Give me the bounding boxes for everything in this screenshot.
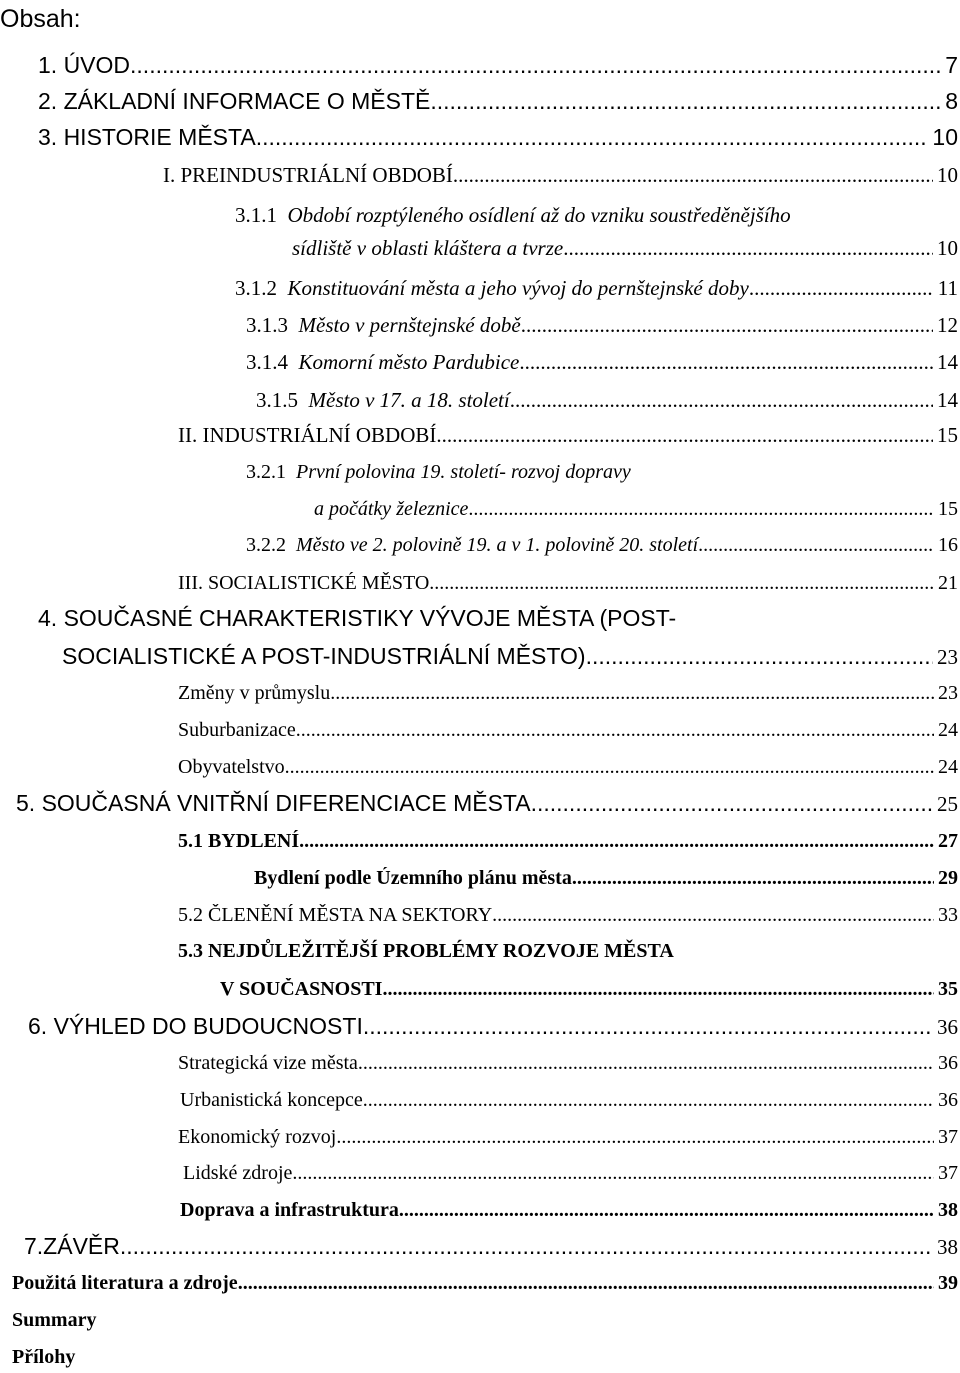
- toc-leader-dots: [436, 423, 933, 447]
- toc-leader-dots: [330, 682, 934, 705]
- toc-page-number: 15: [937, 423, 958, 447]
- toc-entry-text: Použitá literatura a zdroje: [12, 1272, 238, 1294]
- toc-page-number: 36: [938, 1052, 958, 1074]
- toc-page-number: 25: [937, 792, 958, 817]
- toc-leader-dots: [336, 1126, 934, 1149]
- toc-leader-dots: [296, 719, 934, 742]
- toc-leader-dots: [382, 978, 934, 1001]
- toc-entry-summary[interactable]: Summary: [12, 1309, 97, 1331]
- toc-entry-uvod[interactable]: [38, 52, 958, 78]
- toc-entry-5-1[interactable]: [178, 830, 958, 853]
- toc-leader-dots: [749, 276, 934, 300]
- toc-leader-dots: [399, 1199, 934, 1222]
- toc-entry-number: 3.1.4: [246, 350, 288, 374]
- toc-page-number: 21: [938, 572, 958, 594]
- toc-leader-dots: [586, 643, 933, 669]
- toc-entry-5-2[interactable]: [178, 904, 958, 927]
- toc-leader-dots: [468, 498, 934, 521]
- toc-page-number: 16: [938, 534, 958, 556]
- toc-leader-dots: [430, 88, 941, 114]
- toc-page-number: 23: [937, 645, 958, 670]
- toc-entry-7-zaver[interactable]: [24, 1233, 958, 1259]
- toc-entry-industrialni[interactable]: [178, 423, 958, 447]
- toc-entry-text: II. INDUSTRIÁLNÍ OBDOBÍ: [178, 423, 437, 447]
- toc-leader-dots: [453, 163, 933, 187]
- toc-leader-dots: [120, 1233, 933, 1259]
- toc-entry-3-1-1-line1: [235, 203, 791, 227]
- toc-leader-dots: [492, 904, 934, 927]
- toc-leader-dots: [285, 756, 934, 779]
- toc-entry-number: 3.1.1: [235, 203, 277, 227]
- toc-entry-number: 3.2.1: [246, 461, 286, 483]
- toc-page-number: 39: [938, 1272, 958, 1294]
- toc-entry-5[interactable]: [16, 790, 958, 816]
- toc-entry-text: 7.ZÁVĚR: [24, 1233, 120, 1259]
- toc-leader-dots: [363, 1089, 934, 1112]
- toc-leader-dots: [256, 124, 929, 150]
- toc-entry-zakladni-informace[interactable]: [38, 88, 958, 114]
- toc-page-number: 14: [937, 350, 958, 374]
- toc-leader-dots: [563, 236, 933, 260]
- toc-leader-dots: [698, 534, 934, 557]
- toc-entry-doprava-infrastruktura[interactable]: [180, 1199, 958, 1222]
- toc-entry-number: 3.1.3: [246, 313, 288, 337]
- toc-entry-5-3[interactable]: [220, 978, 958, 1001]
- toc-entry-number: 3.1.2: [235, 276, 277, 300]
- toc-entry-4[interactable]: [62, 643, 958, 669]
- toc-entry-text: Obyvatelstvo: [178, 756, 285, 778]
- toc-entry-text: Urbanistická koncepce: [180, 1089, 363, 1111]
- toc-page-number: 11: [937, 276, 958, 300]
- toc-entry-bydleni-uzemni-plan[interactable]: [254, 867, 958, 890]
- toc-entry-text: 2. ZÁKLADNÍ INFORMACE O MĚSTĚ: [38, 88, 431, 114]
- toc-leader-dots: [519, 350, 933, 374]
- toc-entry-text: I. PREINDUSTRIÁLNÍ OBDOBÍ: [163, 163, 453, 187]
- toc-entry-5-3-line1: 5.3 NEJDŮLEŽITĚJŠÍ PROBLÉMY ROZVOJE MĚSTA: [178, 940, 674, 962]
- toc-entry-number: 3.1.5: [256, 388, 298, 412]
- toc-entry-4-line1: 4. SOUČASNÉ CHARAKTERISTIKY VÝVOJE MĚSTA (POST-: [38, 605, 677, 631]
- toc-page-number: 10: [932, 124, 958, 150]
- toc-page-number: 24: [938, 719, 958, 741]
- toc-entry-3-2-1[interactable]: [314, 498, 958, 521]
- toc-leader-dots: [299, 830, 934, 853]
- toc-leader-dots: [521, 313, 933, 337]
- toc-entry-text: 5.1 BYDLENÍ: [178, 830, 300, 852]
- toc-entry-historie[interactable]: [38, 124, 958, 150]
- toc-entry-text: Město ve 2. polovině 19. a v 1. polovině 20. století: [296, 534, 699, 556]
- toc-entry-preindustrialni[interactable]: [163, 163, 958, 187]
- toc-leader-dots: [292, 1162, 934, 1185]
- toc-page-number: 38: [938, 1199, 958, 1221]
- toc-leader-dots: [510, 388, 933, 412]
- toc-entry-text: Suburbanizace: [178, 719, 296, 741]
- toc-leader-dots: [363, 1013, 933, 1039]
- toc-entry-3-2-2[interactable]: [246, 534, 958, 557]
- toc-page-number: 10: [937, 236, 958, 260]
- toc-entry-text: a počátky železnice: [314, 498, 469, 520]
- toc-entry-suburbanizace[interactable]: [178, 719, 958, 742]
- toc-leader-dots: [130, 52, 941, 78]
- toc-entry-text: III. SOCIALISTICKÉ MĚSTO: [178, 572, 430, 594]
- toc-entry-text: 5. SOUČASNÁ VNITŘNÍ DIFERENCIACE MĚSTA: [16, 790, 531, 816]
- toc-entry-text: Konstituování města a jeho vývoj do pernštejnské doby: [287, 276, 749, 300]
- toc-entry-text: Lidské zdroje: [183, 1162, 293, 1184]
- toc-entry-text: Doprava a infrastruktura: [180, 1199, 399, 1221]
- toc-page-number: 27: [938, 830, 958, 852]
- toc-page-number: 38: [937, 1235, 958, 1260]
- toc-page-number: 12: [937, 313, 958, 337]
- toc-page-number: 24: [938, 756, 958, 778]
- toc-entry-text: 1. ÚVOD: [38, 52, 131, 78]
- toc-page-number: 37: [938, 1126, 958, 1148]
- toc-entry-lidske-zdroje[interactable]: [183, 1162, 958, 1185]
- toc-entry-3-1-5[interactable]: [256, 388, 958, 412]
- toc-page-number: 36: [938, 1089, 958, 1111]
- toc-page-number: 15: [938, 498, 958, 520]
- toc-entry-text: Ekonomický rozvoj: [178, 1126, 337, 1148]
- toc-entry-strategicka-vize[interactable]: [178, 1052, 958, 1075]
- toc-entry-text: V SOUČASNOSTI: [220, 978, 383, 1000]
- toc-page-number: 23: [938, 682, 958, 704]
- toc-entry-obyvatelstvo[interactable]: [178, 756, 958, 779]
- toc-entry-text: Změny v průmyslu: [178, 682, 331, 704]
- toc-page-number: 37: [938, 1162, 958, 1184]
- toc-entry-text: Město v 17. a 18. století: [308, 388, 510, 412]
- toc-page-number: 8: [945, 88, 958, 114]
- toc-entry-urbanisticka-koncepce[interactable]: [180, 1089, 958, 1112]
- toc-entry-3-1-1[interactable]: [292, 236, 958, 260]
- toc-page-number: 7: [945, 52, 958, 78]
- toc-leader-dots: [572, 867, 934, 890]
- toc-entry-text: 3. HISTORIE MĚSTA: [38, 124, 256, 150]
- toc-leader-dots: [358, 1052, 934, 1075]
- toc-entry-text: 5.2 ČLENĚNÍ MĚSTA NA SEKTORY: [178, 904, 493, 926]
- toc-entry-pouzita-literatura[interactable]: [12, 1272, 958, 1295]
- toc-heading: Obsah:: [0, 5, 81, 33]
- toc-leader-dots: [531, 790, 933, 816]
- toc-entry-text: sídliště v oblasti kláštera a tvrze: [292, 236, 564, 260]
- toc-entry-prilohy[interactable]: Přílohy: [12, 1346, 76, 1368]
- toc-entry-text: První polovina 19. století- rozvoj dopravy: [296, 461, 631, 483]
- toc-page-number: 10: [937, 163, 958, 187]
- toc-entry-3-1-2[interactable]: [235, 276, 958, 300]
- toc-entry-text: Strategická vize města: [178, 1052, 358, 1074]
- toc-entry-ekonomicky-rozvoj[interactable]: [178, 1126, 958, 1149]
- toc-entry-text: Město v pernštejnské době: [298, 313, 521, 337]
- toc-page-number: 14: [937, 388, 958, 412]
- toc-entry-number: 3.2.2: [246, 534, 286, 556]
- toc-entry-text: 6. VÝHLED DO BUDOUCNOSTI: [28, 1013, 363, 1039]
- toc-entry-zmeny-v-prumyslu[interactable]: [178, 682, 958, 705]
- toc-leader-dots: [429, 572, 934, 595]
- toc-page-number: 29: [938, 867, 958, 889]
- toc-page-number: 35: [938, 978, 958, 1000]
- toc-entry-text: Komorní město Pardubice: [298, 350, 520, 374]
- toc-entry-3-1-3[interactable]: [246, 313, 958, 337]
- toc-entry-text: Období rozptýleného osídlení až do vzniku soustředěnějšího: [287, 203, 791, 227]
- toc-page-number: 33: [938, 904, 958, 926]
- toc-leader-dots: [238, 1272, 934, 1295]
- toc-page-number: 36: [937, 1015, 958, 1040]
- toc-entry-6[interactable]: [28, 1013, 958, 1039]
- toc-entry-text: Bydlení podle Územního plánu města: [254, 867, 572, 889]
- toc-entry-text: SOCIALISTICKÉ A POST-INDUSTRIÁLNÍ MĚSTO): [62, 643, 586, 669]
- toc-entry-3-2-1-line1: [246, 461, 631, 484]
- toc-entry-3-1-4[interactable]: [246, 350, 958, 374]
- toc-entry-socialisticke[interactable]: [178, 572, 958, 595]
